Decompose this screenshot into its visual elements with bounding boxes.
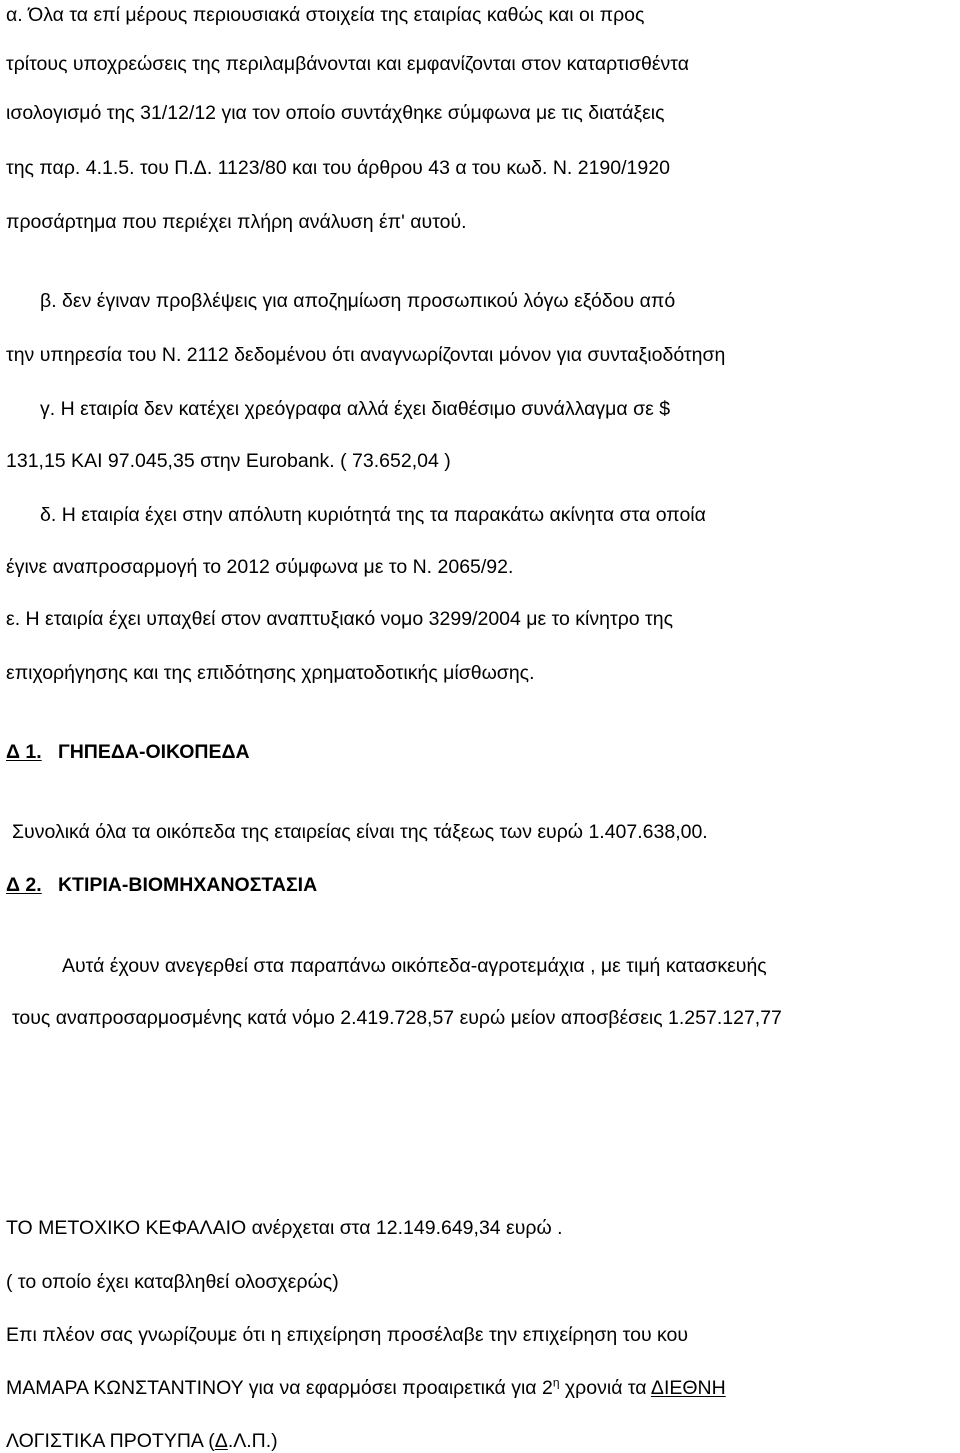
section-d1-title: ΓΗΠΕΔΑ-ΟΙΚΟΠΕΔΑ (57, 741, 250, 763)
section-d2-line-2: τους αναπροσαρμοσμένης κατά νόμο 2.419.728,57 ευρώ μείον αποσβέσεις 1.257.127,77 (12, 1007, 782, 1029)
paragraph-a-line-2: τρίτους υποχρεώσεις της περιλαμβάνονται και εμφανίζονται στον καταρτισθέντα (6, 53, 689, 75)
section-d2-number: Δ 2. (6, 874, 42, 896)
paragraph-d-line-2: έγινε αναπροσαρμογή το 2012 σύμφωνα με το Ν. 2065/92. (6, 556, 514, 578)
section-d2-title: ΚΤΙΡΙΑ-ΒΙΟΜΗΧΑΝΟΣΤΑΣΙΑ (57, 874, 318, 896)
capital-line-4 (6, 1376, 726, 1400)
capital-line-1: ΤΟ ΜΕΤΟΧΙΚΟ ΚΕΦΑΛΑΙΟ ανέρχεται στα 12.149.649,34 ευρώ . (6, 1217, 563, 1239)
paragraph-c-line-1: γ. Η εταιρία δεν κατέχει χρεόγραφα αλλά έχει διαθέσιμο συνάλλαγμα σε $ (40, 398, 671, 420)
section-d1-number: Δ 1. (6, 741, 42, 763)
capital-line-4-text: ΜΑΜΑΡΑ ΚΩΝΣΤΑΝΤΙΝΟΥ για να εφαρμόσει προαιρετικά για 2 (6, 1377, 553, 1399)
capital-line-5-abbr: Δ (214, 1430, 228, 1452)
paragraph-c-line-2: 131,15 ΚΑΙ 97.045,35 στην Eurobank. ( 73.652,04 ) (6, 450, 451, 472)
capital-line-4-middle: χρονιά τα (559, 1377, 651, 1399)
paragraph-e-line-2: επιχορήγησης και της επιδότησης χρηματοδοτικής μίσθωσης. (6, 662, 535, 684)
paragraph-a-line-3: ισολογισμό της 31/12/12 για τον οποίο συντάχθηκε σύμφωνα με τις διατάξεις (6, 102, 665, 124)
capital-line-4-end: ΔΙΕΘΝΗ (650, 1377, 726, 1399)
capital-line-5 (6, 1429, 278, 1453)
paragraph-d-line-1: δ. Η εταιρία έχει στην απόλυτη κυριότητά της τα παρακάτω ακίνητα στα οποία (40, 504, 706, 526)
section-d2-heading (6, 873, 317, 897)
capital-line-5-text: ΛΟΓΙΣΤΙΚΑ ΠΡΟΤΥΠΑ ( (6, 1430, 215, 1452)
capital-line-5-rest: .Λ.Π.) (227, 1430, 278, 1452)
paragraph-a-line-1: α. Όλα τα επί μέρους περιουσιακά στοιχεία της εταιρίας καθώς και οι προς (6, 4, 645, 26)
paragraph-e-line-1: ε. Η εταιρία έχει υπαχθεί στον αναπτυξιακό νομο 3299/2004 με το κίνητρο της (6, 608, 673, 630)
paragraph-a-line-4: της παρ. 4.1.5. του Π.Δ. 1123/80 και του άρθρου 43 α του κωδ. Ν. 2190/1920 (6, 157, 670, 179)
section-d2-line-1: Αυτά έχουν ανεγερθεί στα παραπάνω οικόπεδα-αγροτεμάχια , με τιμή κατασκευής (62, 955, 767, 977)
paragraph-b-line-1: β. δεν έγιναν προβλέψεις για αποζημίωση προσωπικού λόγω εξόδου από (40, 290, 676, 312)
section-d1-text: Συνολικά όλα τα οικόπεδα της εταιρείας είναι της τάξεως των ευρώ 1.407.638,00. (12, 821, 708, 843)
section-d1-heading (6, 740, 250, 764)
capital-line-2: ( το οποίο έχει καταβληθεί ολοσχερώς) (6, 1271, 339, 1293)
capital-line-3: Επι πλέον σας γνωρίζουμε ότι η επιχείρηση προσέλαβε την επιχείρηση του κου (6, 1324, 689, 1346)
paragraph-a-line-5: προσάρτημα που περιέχει πλήρη ανάλυση έπ' αυτού. (6, 211, 467, 233)
ordinal-superscript: η (552, 1375, 560, 1390)
paragraph-b-line-2: την υπηρεσία του Ν. 2112 δεδομένου ότι αναγνωρίζονται μόνον για συνταξιοδότηση (6, 344, 726, 366)
